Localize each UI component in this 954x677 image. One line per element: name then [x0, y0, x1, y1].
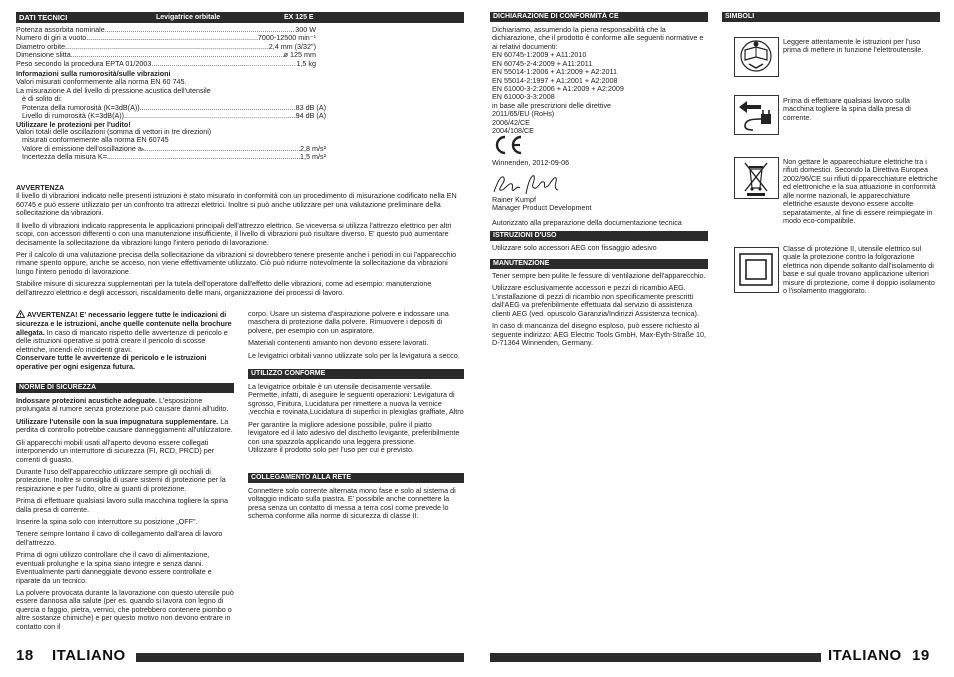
avvertenza-paragraph: Il livello di vibrazioni indicato nelle presenti istruzioni è stato misurato in conformità con un procedimento di misurazione codificato nella EN 60745 e può essere utilizzato per un confronto tra attrezzi elettrici. Inoltre si può anche utilizzare per una valutazione preliminare della sollecitazione da vibrazioni. — [16, 191, 457, 218]
ce-mark-icon — [492, 134, 524, 158]
noise-heading: Informazioni sulla rumorosità/sulle vibrazioni — [16, 69, 171, 78]
simboli-text: Prima di effettuare qualsiasi lavoro sulla macchina togliere la spina dalla presa di corrente. — [783, 96, 911, 122]
language-label-right: ITALIANO — [828, 647, 902, 664]
avvertenza-paragraph: Stabilire misure di sicurezza supplementari per la tutela dell'operatore dall'effetto delle vibrazioni, come ad esempio: manutenzione dell'attrezzo elettrico e degli accessori, riscaldamento delle mani, organizzazione dei processi di lavoro. — [16, 279, 432, 297]
spec-row: Potenza assorbita nominale ..... 300 W — [16, 26, 316, 34]
weee-bin-icon — [734, 157, 779, 199]
manutenzione-block — [492, 272, 708, 351]
norme-paragraph: La polvere provocata durante la lavorazione con questo utensile può essere dannosa alla salute (per es. quando si lavora con legno di quercia o faggio, pietra, vernici, che potrebbero contenere piombo o altre sostanze chimiche) e per questo motivo non devono entrare in contatto con il — [16, 588, 234, 631]
standard-item: 2006/42/CE — [492, 117, 530, 127]
avvertenza-paragraph: Per il calcolo di una valutazione precisa della sollecitazione da vibrazioni si dovrebbero tenere presente anche i periodi in cui l'apparecchio rimane spento oppure, anche se acceso, non viene effettivamente utilizzato. Ciò può ridurre notevolmente la sollecitazione da vibrazioni lungo l'intero periodo di lavorazione. — [16, 249, 457, 276]
utilizzo-paragraph: Utilizzare il prodotto solo per l'uso per cui è previsto. — [248, 444, 414, 454]
norme-paragraph: Durante l'uso dell'apparecchio utilizzare sempre gli occhiali di protezione. Inoltre si consiglia di usare sistemi di protezione per la respirazione e per l'udito, oltre ai guanti di protezione. — [16, 466, 226, 493]
vibration-row: Incertezza della misura K= ..... 1,5 m/s² — [16, 153, 326, 161]
standard-item: EN 60745-2-4:2009 + A11:2011 — [492, 58, 593, 68]
norme-paragraph: Utilizzare l'utensile con la sua impugnatura supplementare. La perdita di controllo potrebbe causare danneggiamenti all'utilizzatore. — [16, 416, 233, 435]
avvertenza-paragraph: Il livello di vibrazioni indicato rappresenta le applicazioni principali dell'attrezzo elettrico. Se viceversa si utilizza l'attrezzo elettrico per altri scopi, con accessori differenti o con una manutenzione insufficiente, il livello di vibrazioni può risultare diverso. E' questo può aumentare decisamente la sollecitazione da vibrazioni lungo l'intero periodo di lavorazione. — [16, 220, 452, 247]
norme-paragraph: Indossare protezioni acustiche adeguate. L'esposizione prolungata al rumore senza protezione può causare danni all'udito. — [16, 396, 229, 414]
class-ii-icon — [734, 247, 779, 293]
unplug-icon — [734, 95, 779, 135]
spec-list — [16, 26, 316, 68]
collegamento-paragraph: Connettere solo corrente alternata mono fase e solo al sistema di voltaggio indicato sulla piastra. E' possibile anche connettere la presa senza un contatto di messa a terra così come prevede lo schema conforme alla norme di sicurezza di classe II. — [248, 486, 456, 521]
authorized-note: Autorizzato alla preparazione della documentazione tecnica — [492, 217, 682, 227]
language-label-left: ITALIANO — [52, 647, 126, 664]
standard-item: 2011/65/EU (RoHs) — [492, 109, 555, 119]
footer-bar-left — [136, 653, 464, 662]
dichiarazione-paragraph: Dichiariamo, assumendo la piena responsabilità che la dichiarazione, che il prodotto è conforme alle seguenti normative e ai relativi documenti: — [492, 25, 704, 51]
noise-row: Livello di rumorosità (K=3dB(A)) ..... 94 dB (A) — [16, 112, 326, 120]
standard-item: 2004/108/CE — [492, 126, 534, 136]
declaration-date: Winnenden, 2012-09-06 — [492, 158, 570, 167]
vibration-line: misurati conformemente alla norma EN 60745 — [22, 135, 169, 145]
vibration-row: Valore di emissione dell'oscillazione aₕ ..... 2,8 m/s² — [16, 145, 326, 153]
norme-paragraph: Tenere sempre lontano il cavo di collegamento dall'area di lavoro dell'attrezzo. — [16, 529, 223, 547]
manutenzione-paragraph: In caso di mancanza del disegno esploso, può essere richiesto al seguente indirizzo: AEG Electric Tools GmbH, Max-Eyth-Straße 10, D-71364 Winnenden, Germany. — [492, 321, 706, 347]
spec-row: Dimensione slitta ..... ø 125 mm — [16, 51, 316, 59]
norme-paragraph: Gli apparecchi mobili usati all'aperto devono essere collegati interponendo un interruttore di sicurezza (FI, RCD, PRCD) per correnti di guasto. — [16, 437, 215, 464]
collegamento-header: COLLEGAMENTO ALLA RETE — [248, 473, 464, 483]
simboli-header: SIMBOLI — [722, 12, 940, 22]
col2-paragraph: Materiali contenenti amianto non devono essere lavorati. — [248, 338, 429, 348]
simboli-text: Classe di protezione II, utensile elettrico sul quale la protezione contro la folgorazione elettrica non dipende soltanto dall'isolamento di base e sul quale trovano applicazione ulteriori misure di protezione, come il doppio isolamento o l'isolamento maggiorato. — [783, 244, 935, 296]
simboli-text: Leggere attentamente le istruzioni per l'uso prima di mettere in funzione l'elettroutensile. — [783, 37, 924, 55]
norme-paragraph: Prima di ogni utilizzo controllare che il cavo di alimentazione, eventuali prolunghe e la spina siano integre e senza danni. Eventualmente parti danneggiate devono essere controllate e riparate da un tecnico. — [16, 550, 212, 585]
page-number-right: 19 — [912, 647, 930, 664]
avvertenza-block — [16, 184, 464, 301]
dichiarazione-header: DICHIARAZIONE DI CONFORMITÀ CE — [490, 12, 708, 22]
footer-bar-right — [490, 653, 821, 662]
norme-block — [16, 397, 234, 635]
noise-info — [16, 70, 326, 129]
model-name: EX 125 E — [284, 14, 314, 21]
standard-item: EN 60745-1:2009 + A11:2010 — [492, 50, 587, 60]
norme-header: NORME DI SICUREZZA — [16, 383, 234, 393]
spec-row: Diametro orbite ..... 2,4 mm (3/32") — [16, 43, 316, 51]
simboli-text: Non gettare le apparecchiature elettriche tra i rifiuti domestici. Secondo la Direttiva Europea 2002/96/CE sui rifiuti di pparecchiature elettriche ed elettroniche e la sua attuazione in conformità alle norme nazionali, le apparecchiature elettriche esauste devono essere accolte separatamente, al fine di essere reimpiegate in modo eco-compatibile. — [783, 157, 938, 225]
col2-paragraph: corpo. Usare un sistema d'aspirazione polvere e indossare una maschera di protezione dalla polvere. Rimuovere i depositi di polvere, per esempio con un aspiratore. — [248, 309, 449, 335]
signer-role: Manager Product Development — [492, 203, 592, 213]
safety-warning — [16, 310, 234, 371]
warning-bold: AVVERTENZA! E' necessario leggere tutte le indicazioni di sicurezza e le istruzioni, anche quelle contenute nella brochure allegata. — [16, 310, 232, 337]
noise-line: è di solito di: — [22, 94, 62, 104]
standard-item: EN 55014-1:2006 + A1:2009 + A2:2011 — [492, 67, 617, 77]
dichiarazione-block — [492, 26, 708, 135]
avvertenza-heading: AVVERTENZA — [16, 183, 65, 192]
warning-keep: Conservare tutte le avvertenze di pericolo e le istruzioni operative per ogni esigenza futura. — [16, 353, 207, 371]
manutenzione-paragraph: Tener sempre ben pulite le fessure di ventilazione dell'apparecchio. — [492, 271, 706, 280]
noise-line: Valori misurati conformemente alla norma EN 60 745. — [16, 77, 187, 87]
norme-paragraph: Prima di effettuare qualsiasi lavoro sulla macchina togliere la spina dalla presa di corrente. — [16, 496, 229, 514]
spec-row: Peso secondo la procedura EPTA 01/2003. ..... 1,5 kg — [16, 60, 316, 68]
vibration-line: Valori totali delle oscillazioni (somma di vettori in tre direzioni) — [16, 127, 212, 136]
manutenzione-paragraph: Utilizzare esclusivamente accessori e pezzi di ricambio AEG. L'installazione di pezzi di ricambio non specificamente prescritti dall'AEG va preferibilmente effettuata dal servizio di assistenza clienti AEG (ved. opuscolo Garanzia/Indirizzi Assistenza tecnica). — [492, 283, 699, 318]
ear-protection-note: Utilizzare le protezioni per l'udito! — [16, 119, 131, 129]
page-number-left: 18 — [16, 647, 34, 664]
istruzioni-header: ISTRUZIONI D'USO — [490, 231, 708, 241]
utilizzo-header: UTILIZZO CONFORME — [248, 369, 464, 379]
signer-name: Rainer Kumpf — [492, 195, 536, 204]
standard-item: in base alle prescrizioni delle direttive — [492, 100, 612, 110]
standard-item: EN 61000-3-2:2006 + A1:2009 + A2:2009 — [492, 83, 624, 93]
signer-block — [492, 196, 708, 227]
product-name: Levigatrice orbitale — [156, 14, 221, 21]
warning-text: In caso di mancato rispetto delle avvertenze di pericolo e delle istruzioni operative si potrà creare il pericolo di scosse elettriche, incendi e/o incidenti gravi. — [16, 327, 228, 354]
col2-paragraph: Le levigatrici orbitali vanno utilizzate solo per la levigatura a secco. — [248, 350, 460, 360]
collegamento-block — [248, 487, 464, 525]
noise-row: Potenza della rumorosità (K=3dB(A)) ..... 83 dB (A) — [16, 104, 326, 112]
spec-row: Numero di giri a vuoto ..... 7000-12500 min⁻¹ — [16, 34, 316, 42]
standard-item: EN 55014-2:1997 + A1:2001 + A2:2008 — [492, 75, 618, 85]
col2-block — [248, 310, 464, 364]
vibration-info — [16, 128, 326, 162]
utilizzo-paragraph: La levigatrice orbitale è un utensile decisamente versatile. Permette, infatti, di aseguire le seguenti operazioni: Levigatura di sgrosso, Finitura, Lucidatura per rimettere a nuova la vernice ,vecchia e rovinata,Lucidatura di superfici in plexiglas graffiate, Altro — [248, 382, 464, 417]
utilizzo-block — [248, 383, 464, 458]
istruzioni-text: Utilizzare solo accessori AEG con fissaggio adesivo — [492, 243, 657, 252]
noise-line: La misurazione A del livello di pressione acustica dell'utensile — [16, 85, 211, 95]
utilizzo-paragraph: Per garantire la migliore adesione possibile, pulire il piatto levigatore ed il lato adesivo del dischetto levigante, preferibilmente con una spazzola applicando una leggera pressione. — [248, 419, 460, 446]
standard-item: EN 61000-3-3:2008 — [492, 92, 555, 102]
manutenzione-header: MANUTENZIONE — [490, 259, 708, 269]
tech-data-header — [16, 12, 464, 23]
norme-paragraph: Inserire la spina solo con interruttore su posizione „OFF". — [16, 517, 198, 527]
tech-data-title: DATI TECNICI — [19, 13, 68, 22]
read-manual-icon — [734, 37, 779, 77]
